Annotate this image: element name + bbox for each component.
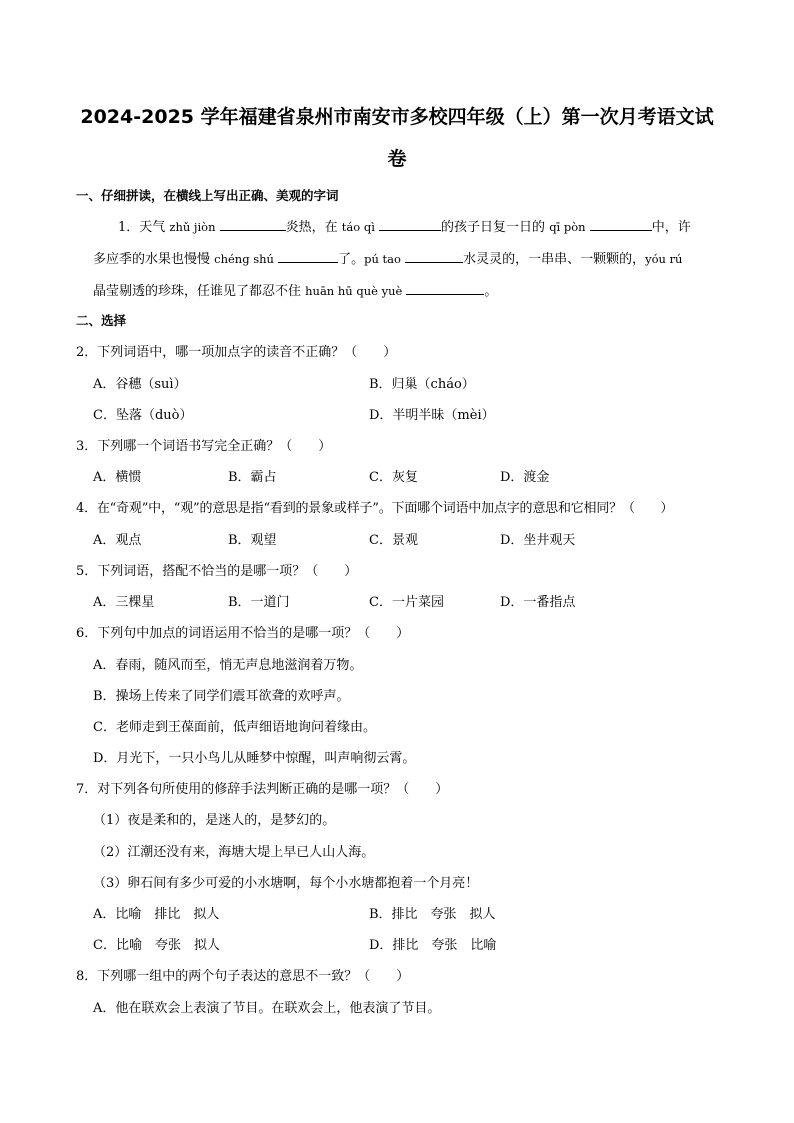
question-4-stem: 4．在“奇观”中，“观”的意思是指“看到的景象或样子”。下面哪个词语中加点字的意思和它相同？（ ） — [76, 501, 674, 516]
question-3-stem: 3．下列哪一个词语书写完全正确？（ ） — [76, 439, 332, 454]
answer-blank-5[interactable] — [405, 250, 463, 263]
question-8-stem: 8．下列哪一组中的两个句子表达的意思不一致？（ ） — [76, 969, 410, 984]
question-7-option-a[interactable]: A．比喻 排比 拟人 — [93, 907, 220, 922]
question-7-option-d[interactable]: D．排比 夸张 比喻 — [369, 938, 497, 953]
question-4-option-d[interactable]: D．坐井观天 — [500, 533, 576, 548]
pinyin-paragraph-line3: 晶莹剔透的珍珠，任谁见了都忍不住 huān hū què yuè 。 — [93, 284, 498, 299]
question-2-option-c[interactable]: C．坠落（duò） — [93, 408, 193, 423]
answer-blank-2[interactable] — [379, 218, 441, 231]
question-7-sentence-3: （3）卵石间有多少可爱的小水塘啊，每个小水塘都抱着一个月亮！ — [93, 876, 479, 891]
question-8-option-a[interactable]: A．他在联欢会上表演了节目。在联欢会上，他表演了节目。 — [93, 1001, 441, 1016]
question-3-option-a[interactable]: A．横惯 — [93, 470, 142, 485]
question-2-stem: 2．下列词语中，哪一项加点字的读音不正确？（ ） — [76, 345, 397, 360]
question-2-option-b[interactable]: B．归巢（cháo） — [369, 377, 475, 392]
question-7-option-b[interactable]: B．排比 夸张 拟人 — [369, 907, 496, 922]
question-2-option-d[interactable]: D．半明半昧（mèi） — [369, 408, 495, 423]
question-6-stem: 6．下列句中加点的词语运用不恰当的是哪一项？（ ） — [76, 626, 410, 641]
exam-title-line1: 2024-2025 学年福建省泉州市南安市多校四年级（上）第一次月考语文试 — [80, 106, 714, 128]
question-5-option-d[interactable]: D．一番指点 — [500, 595, 576, 610]
question-7-stem: 7．对下列各句所使用的修辞手法判断正确的是哪一项？（ ） — [76, 782, 449, 797]
question-3-option-d[interactable]: D．渡金 — [500, 470, 550, 485]
question-6-option-c[interactable]: C．老师走到王葆面前，低声细语地询问着缘由。 — [93, 720, 376, 735]
section-heading-1: 一、仔细拼读，在横线上写出正确、美观的字词 — [76, 188, 339, 203]
answer-blank-3[interactable] — [590, 218, 652, 231]
question-6-option-d[interactable]: D．月光下，一只小鸟儿从睡梦中惊醒，叫声响彻云霄。 — [93, 751, 416, 766]
question-6-option-a[interactable]: A．春雨，随风而至，悄无声息地滋润着万物。 — [93, 658, 363, 673]
question-4-option-a[interactable]: A．观点 — [93, 533, 142, 548]
question-5-option-c[interactable]: C．一片菜园 — [369, 595, 444, 610]
question-7-option-c[interactable]: C．比喻 夸张 拟人 — [93, 938, 220, 953]
question-4-option-c[interactable]: C．景观 — [369, 533, 418, 548]
answer-blank-1[interactable] — [220, 218, 286, 231]
question-7-sentence-2: （2）江潮还没有来，海塘大堤上早已人山人海。 — [93, 845, 375, 860]
question-3-option-c[interactable]: C．灰复 — [369, 470, 418, 485]
answer-blank-4[interactable] — [278, 250, 338, 263]
question-6-option-b[interactable]: B．操场上传来了同学们震耳欲聋的欢呼声。 — [93, 689, 350, 704]
answer-blank-6[interactable] — [406, 282, 484, 295]
section-heading-2: 二、选择 — [76, 313, 127, 328]
pinyin-paragraph-line1: 1．天气 zhǔ jiòn 炎热，在 táo qì 的孩子日复一日的 qī pòn 中，许 — [118, 220, 691, 235]
question-5-stem: 5．下列词语，搭配不恰当的是哪一项？（ ） — [76, 564, 358, 579]
exam-title-line2: 卷 — [387, 148, 407, 170]
question-5-option-b[interactable]: B．一道门 — [228, 595, 290, 610]
question-4-option-b[interactable]: B．观望 — [228, 533, 277, 548]
question-2-option-a[interactable]: A．谷穗（suì） — [93, 377, 187, 392]
pinyin-paragraph-line2: 多应季的水果也慢慢 chéng shú 了。pú tao 水灵灵的，一串串、一颗颗的，yóu rú — [93, 252, 683, 267]
question-7-sentence-1: （1）夜是柔和的，是迷人的，是梦幻的。 — [93, 813, 336, 828]
question-3-option-b[interactable]: B．霸占 — [228, 470, 277, 485]
question-5-option-a[interactable]: A．三棵星 — [93, 595, 155, 610]
